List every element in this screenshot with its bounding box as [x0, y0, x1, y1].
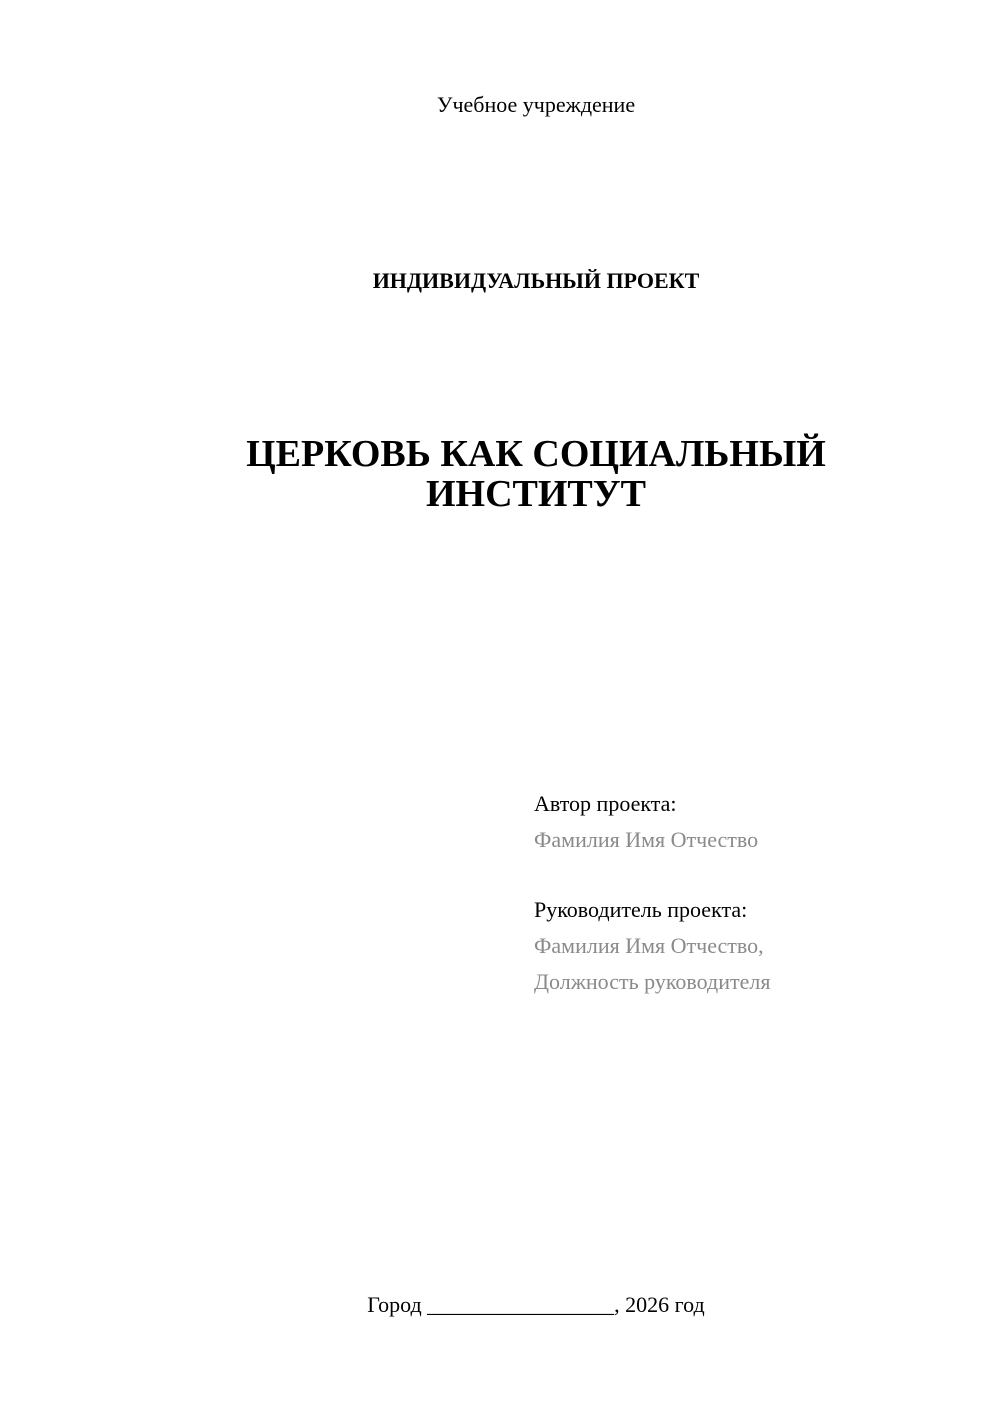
supervisor-label: Руководитель проекта:: [534, 897, 748, 922]
institution-name: Учебное учреждение: [436, 92, 636, 117]
supervisor-position: Должность руководителя: [534, 969, 771, 994]
author-name: Фамилия Имя Отчество: [534, 827, 759, 852]
city-year-footer: Город _________________, 2026 год: [367, 1292, 705, 1317]
document-type: ИНДИВИДУАЛЬНЫЙ ПРОЕКТ: [372, 268, 700, 293]
authors-block: [534, 786, 974, 1000]
project-title-line-2: ИНСТИТУТ: [425, 473, 647, 515]
supervisor-name: Фамилия Имя Отчество,: [534, 933, 764, 958]
project-title: [0, 434, 1000, 514]
authors-spacer: [534, 858, 974, 892]
project-title-line-1: ЦЕРКОВЬ КАК СОЦИАЛЬНЫЙ: [246, 433, 826, 475]
author-label: Автор проекта:: [534, 791, 677, 816]
